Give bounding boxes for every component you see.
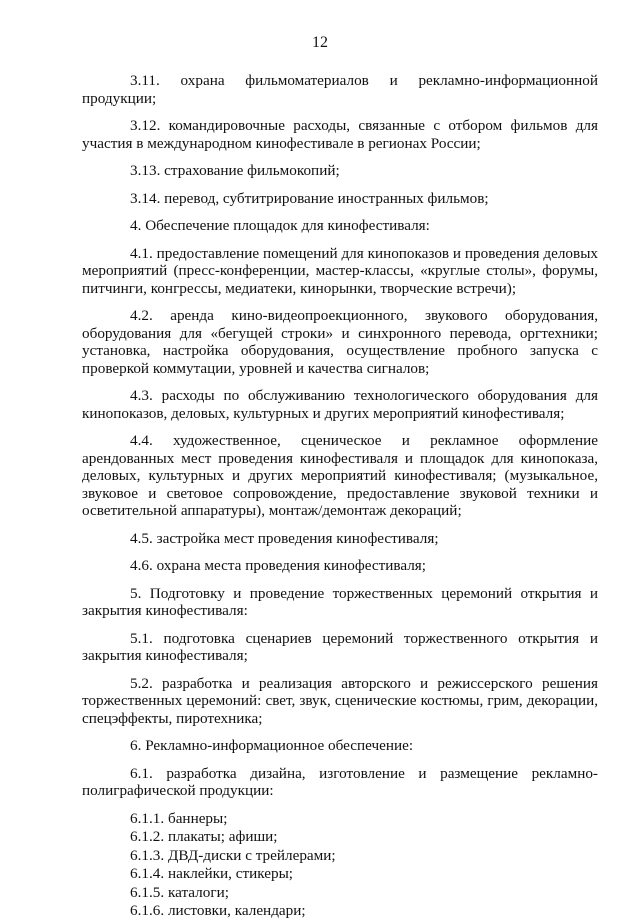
- paragraph-4-3: 4.3. расходы по обслуживанию технологического оборудования для кинопоказов, деловых, культурных и других мероприятий кинофестиваля;: [82, 387, 598, 422]
- list-item: 6.1.5. каталоги;: [130, 883, 229, 901]
- paragraph-4: 4. Обеспечение площадок для кинофестиваля:: [130, 217, 430, 234]
- paragraph-4-4: 4.4. художественное, сценическое и рекламное оформление арендованных мест проведения кинофестиваля и площадок для кинопоказа, деловых, культурных и других мероприятий кинофестиваля; (музыкальное, звуковое и световое сопровождение, предоставление звуковой техники и осветительной аппаратуры), монтаж/демонтаж декораций;: [82, 432, 598, 519]
- paragraph-5-1: 5.1. подготовка сценариев церемоний торжественного открытия и закрытия кинофестиваля;: [82, 629, 598, 664]
- paragraph-5: 5. Подготовку и проведение торжественных церемоний открытия и закрытия кинофестиваля:: [82, 584, 598, 619]
- paragraph-6: 6. Рекламно-информационное обеспечение:: [130, 737, 414, 754]
- list-item: 6.1.3. ДВД-диски с трейлерами;: [130, 846, 336, 864]
- paragraph-5-2: 5.2. разработка и реализация авторского и режиссерского решения торжественных церемоний: свет, звук, сценические костюмы, грим, декорации, спецэффекты, пиротехника;: [82, 674, 598, 727]
- document-body: [82, 72, 598, 921]
- paragraph-3-13: 3.13. страхование фильмокопий;: [130, 162, 340, 179]
- list-item: 6.1.1. баннеры;: [130, 809, 228, 827]
- sub-item-list: [82, 810, 598, 921]
- paragraph-4-6: 4.6. охрана места проведения кинофестиваля;: [130, 557, 426, 574]
- paragraph-3-11: 3.11. охрана фильмоматериалов и рекламно-информационной продукции;: [82, 72, 598, 107]
- paragraph-4-1: 4.1. предоставление помещений для кинопоказов и проведения деловых мероприятий (пресс-конференции, мастер-классы, «круглые столы», форумы, питчинги, конгрессы, медиатеки, кинорынки, творческие встречи);: [82, 244, 598, 297]
- paragraph-3-12: 3.12. командировочные расходы, связанные с отбором фильмов для участия в международном кинофестивале в регионах России;: [82, 117, 598, 152]
- paragraph-4-2: 4.2. аренда кино-видеопроекционного, звукового оборудования, оборудования для «бегущей строки» и синхронного перевода, оргтехники; установка, настройка оборудования, осуществление пробного запуска с проверкой коммутации, уровней и качества сигналов;: [82, 307, 598, 377]
- list-item: 6.1.6. листовки, календари;: [130, 902, 306, 919]
- list-item: 6.1.2. плакаты; афиши;: [130, 828, 278, 845]
- paragraph-4-5: 4.5. застройка мест проведения кинофестиваля;: [130, 529, 439, 547]
- page-number: 12: [312, 34, 328, 51]
- paragraph-3-14: 3.14. перевод, субтитрирование иностранных фильмов;: [130, 189, 489, 207]
- list-item: 6.1.4. наклейки, стикеры;: [130, 865, 294, 882]
- paragraph-6-1: 6.1. разработка дизайна, изготовление и размещение рекламно-полиграфической продукции:: [82, 764, 598, 799]
